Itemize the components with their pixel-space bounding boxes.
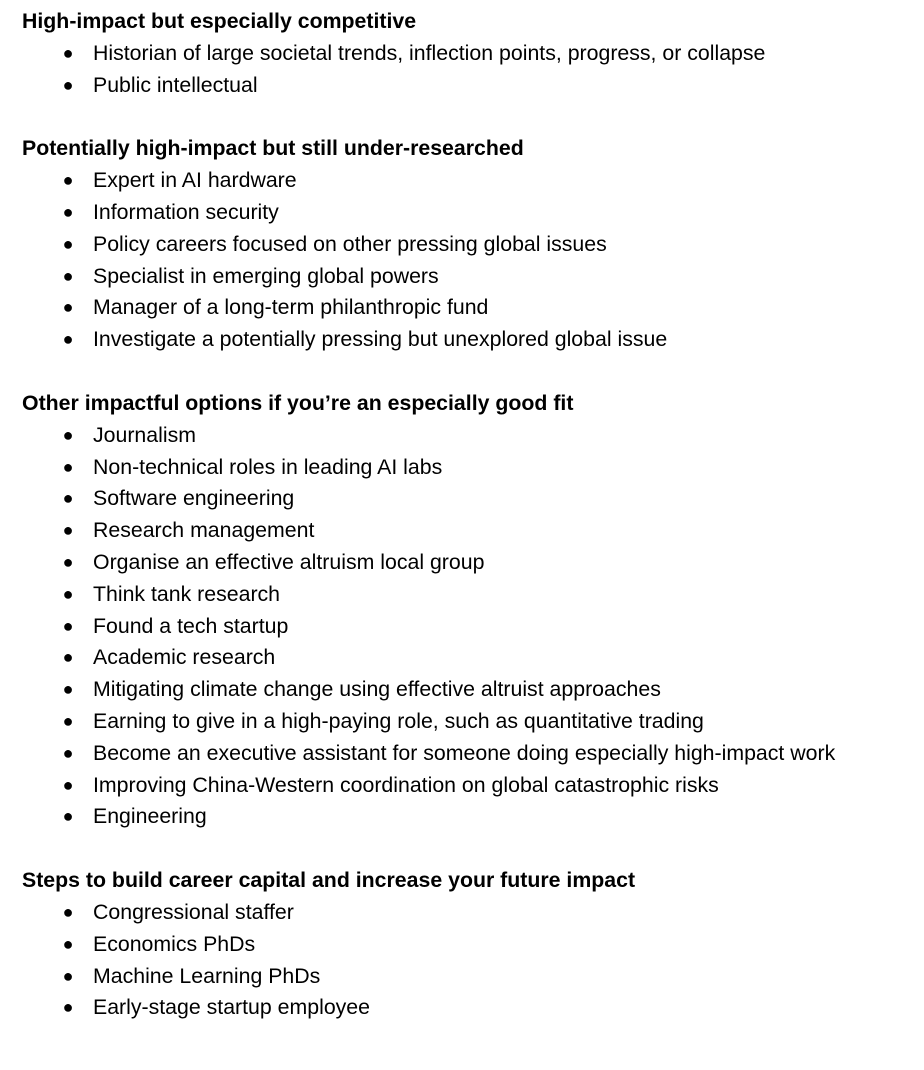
bullet-icon: ● [62,201,74,222]
list-item-text: Mitigating climate change using effective altruist approaches [93,677,661,702]
bullet-icon: ● [62,806,74,827]
bullet-icon: ● [62,710,74,731]
bullet-icon: ● [62,233,74,254]
list-item-text: Information security [93,199,279,224]
bullet-icon: ● [62,615,74,636]
bullet-icon: ● [62,647,74,668]
list-item-text: Research management [93,518,315,543]
bullet-icon: ● [62,933,74,954]
list-item-text: Manager of a long-term philanthropic fund [93,295,489,320]
list-item-text: Congressional staffer [93,899,294,924]
list-item [22,420,904,452]
bullet-list [22,165,904,356]
list-item [22,611,904,643]
bullet-icon: ● [62,901,74,922]
section-career-capital-steps [22,865,904,1024]
bullet-icon: ● [62,488,74,509]
bullet-list [22,420,904,833]
bullet-icon: ● [62,551,74,572]
list-item-text: Economics PhDs [93,931,256,956]
list-item-text: Non-technical roles in leading AI labs [93,454,443,479]
list-item-text: Think tank research [93,581,281,606]
list-item [22,992,904,1024]
list-item [22,324,904,356]
list-item-text: Expert in AI hardware [93,168,297,193]
section-high-impact-competitive [22,6,904,101]
list-item [22,706,904,738]
bullet-icon: ● [62,74,74,95]
list-item-text: Investigate a potentially pressing but unexplored global issue [93,327,668,352]
list-item [22,579,904,611]
bullet-icon: ● [62,774,74,795]
bullet-icon: ● [62,583,74,604]
list-item [22,801,904,833]
list-item [22,897,904,929]
bullet-icon: ● [62,679,74,700]
bullet-icon: ● [62,997,74,1018]
bullet-icon: ● [62,456,74,477]
list-item [22,929,904,961]
list-item [22,292,904,324]
list-item-text: Software engineering [93,486,295,511]
bullet-icon: ● [62,520,74,541]
section-heading: Potentially high-impact but still under-researched [22,136,524,161]
bullet-icon: ● [62,329,74,350]
bullet-list [22,38,904,102]
list-item [22,674,904,706]
bullet-icon: ● [62,265,74,286]
list-item [22,961,904,993]
list-item [22,38,904,70]
list-item [22,197,904,229]
list-item-text: Academic research [93,645,276,670]
bullet-icon: ● [62,170,74,191]
list-item-text: Public intellectual [93,72,258,97]
bullet-icon: ● [62,297,74,318]
list-item [22,642,904,674]
list-item [22,547,904,579]
list-item-text: Machine Learning PhDs [93,963,321,988]
list-item-text: Earning to give in a high-paying role, such as quantitative trading [93,708,704,733]
list-item-text: Improving China-Western coordination on global catastrophic risks [93,772,719,797]
bullet-icon: ● [62,42,74,63]
list-item-text: Organise an effective altruism local group [93,549,485,574]
section-under-researched [22,133,904,356]
bullet-icon: ● [62,742,74,763]
list-item [22,261,904,293]
list-item [22,229,904,261]
list-item-text: Policy careers focused on other pressing global issues [93,231,607,256]
list-item-text: Engineering [93,804,207,829]
list-item [22,770,904,802]
list-item-text: Historian of large societal trends, inflection points, progress, or collapse [93,40,766,65]
list-item [22,515,904,547]
list-item-text: Journalism [93,422,196,447]
list-item-text: Specialist in emerging global powers [93,263,439,288]
list-item [22,452,904,484]
list-item-text: Early-stage startup employee [93,995,370,1020]
bullet-icon: ● [62,424,74,445]
list-item [22,165,904,197]
section-other-impactful-options [22,388,904,833]
list-item [22,738,904,770]
list-item [22,483,904,515]
section-heading: Other impactful options if you’re an especially good fit [22,390,574,415]
list-item-text: Become an executive assistant for someone doing especially high-impact work [93,740,836,765]
bullet-list [22,897,904,1024]
section-heading: Steps to build career capital and increase your future impact [22,868,636,893]
list-item-text: Found a tech startup [93,613,289,638]
list-item [22,70,904,102]
bullet-icon: ● [62,965,74,986]
section-heading: High-impact but especially competitive [22,9,417,33]
